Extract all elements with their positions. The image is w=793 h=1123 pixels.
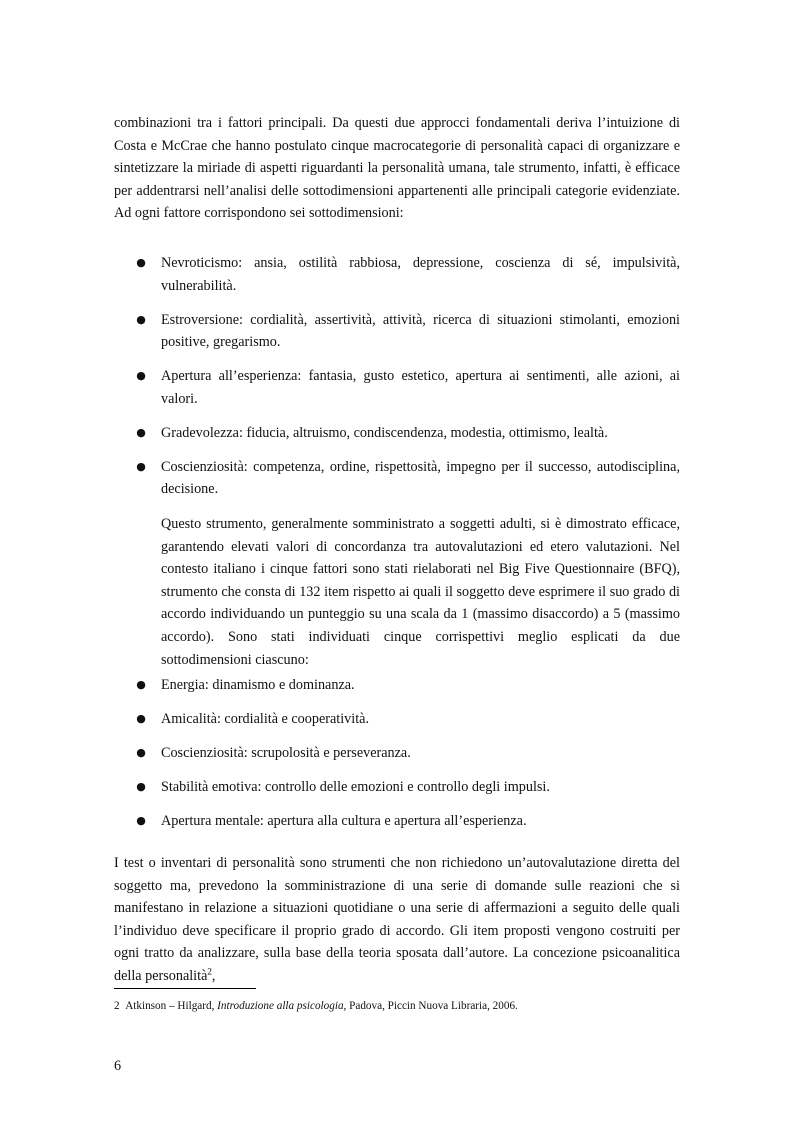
footnote-authors: Atkinson – Hilgard, [125, 1000, 218, 1012]
list-item: ● Energia: dinamismo e dominanza. [114, 674, 680, 697]
big-five-list-block [114, 252, 680, 512]
bullet-icon: ● [136, 425, 146, 439]
closing-paragraph: I test o inventari di personalità sono strumenti che non richiedono un’autovalutazione diretta del soggetto ma, prevedono la somministrazione di una serie di domande sulle reazioni che si manifestano in relazione a situazioni quotidiane o una serie di affermazioni a seguito delle quali l’individuo deve specificare il proprio grado di accordo. Gli item proposti vengono costruiti per ogni tratto da analizzare, sulla base della teoria sposata dall’autore. La concezione psicoanalitica della personalità$^2$, [114, 855, 680, 984]
bullet-icon: ● [136, 256, 146, 269]
footnote-divider [114, 988, 256, 989]
list-item: ● Nevroticismo: ansia, ostilità rabbiosa, depressione, coscienza di sé, impulsività, vulnerabilità. [114, 252, 680, 297]
list-item: ● Coscienziosità: competenza, ordine, rispettosità, impegno per il successo, autodisciplina, decisione. [114, 456, 680, 501]
bfq-list-block [114, 674, 680, 844]
intro-paragraph: combinazioni tra i fattori principali. Da questi due approcci fondamentali deriva l’intuizione di Costa e McCrae che hanno postulato cinque macrocategorie di personalità capaci di organizzare e sintetizzare la miriade di aspetti riguardanti la personalità umana, tale strumento, infatti, è efficace per addentrarsi nell’analisi delle sottodimensioni appartenenti alle principali categorie evidenziate. Ad ogni fattore corrispondono sei sottodimensioni: [114, 115, 680, 222]
intro-block [114, 112, 680, 225]
bullet-icon: ● [136, 459, 146, 473]
bullet-icon: ● [136, 779, 146, 793]
page-number: 6 [114, 1058, 122, 1074]
list-item: ● Gradevolezza: fiducia, altruismo, condiscendenza, modestia, ottimismo, lealtà. [114, 422, 680, 445]
list-item: ● Apertura all’esperienza: fantasia, gusto estetico, apertura ai sentimenti, alle azioni, ai valori. [114, 365, 680, 410]
footnote-number: 2 [114, 1000, 120, 1012]
big-five-list [114, 252, 680, 501]
bullet-icon: ● [136, 678, 146, 691]
bullet-icon: ● [136, 369, 146, 383]
footnote-reference[interactable]: 2 [207, 966, 212, 977]
footnote [114, 999, 680, 1013]
bullet-icon: ● [136, 312, 146, 326]
bullet-icon: ● [136, 745, 146, 759]
bfq-block [161, 513, 680, 671]
bfq-paragraph: Questo strumento, generalmente somministrato a soggetti adulti, si è dimostrato efficace, garantendo elevati valori di concordanza tra autovalutazioni ed etero valutazioni. Nel contesto italiano i cinque fattori sono stati rielaborati nel Big Five Questionnaire (BFQ), strumento che consta di 132 item rispetto ai quali il soggetto deve esprimere il suo grado di accordo individuando un punteggio su una scala da 1 (massimo disaccordo) a 5 (massimo accordo). Sono stati individuati cinque corrispettivi meglio esplicati da due sottodimensioni ciascuno: [161, 516, 680, 668]
list-item: ● Coscienziosità: scrupolosità e perseveranza. [114, 742, 680, 765]
bullet-icon: ● [136, 711, 146, 725]
list-item: ● Stabilità emotiva: controllo delle emozioni e controllo degli impulsi. [114, 776, 680, 799]
bfq-list [114, 674, 680, 833]
closing-block [114, 852, 680, 988]
list-item: ● Apertura mentale: apertura alla cultura e apertura all’esperienza. [114, 810, 680, 833]
bullet-icon: ● [136, 813, 146, 827]
footnote-title: Introduzione alla psicologia [217, 1000, 344, 1012]
footnote-rest: , Padova, Piccin Nuova Libraria, 2006. [343, 1000, 518, 1012]
list-item: ● Estroversione: cordialità, assertività, attività, ricerca di situazioni stimolanti, emozioni positive, gregarismo. [114, 309, 680, 354]
list-item: ● Amicalità: cordialità e cooperatività. [114, 708, 680, 731]
